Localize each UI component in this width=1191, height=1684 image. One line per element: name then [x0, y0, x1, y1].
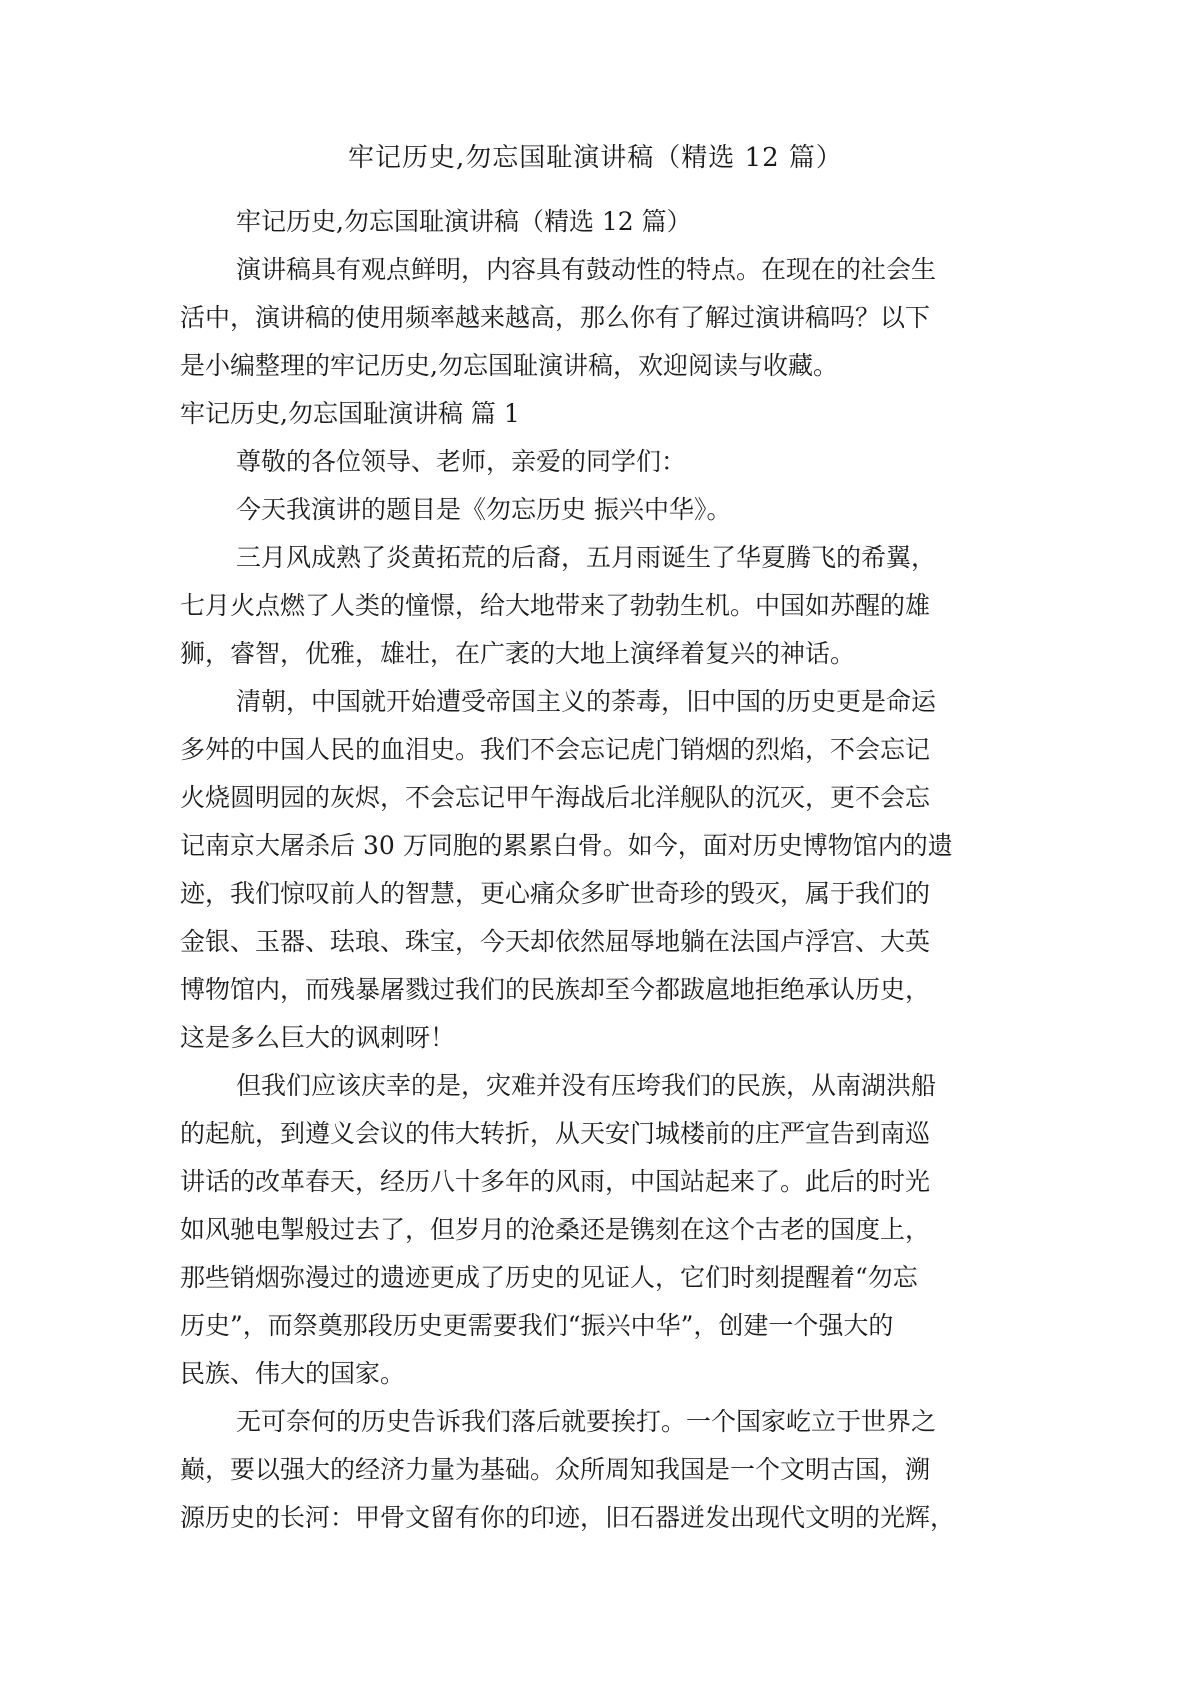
text-line: 无可奈何的历史告诉我们落后就要挨打。一个国家屹立于世界之	[236, 1407, 937, 1436]
text-line: 清朝，中国就开始遭受帝国主义的荼毒，旧中国的历史更是命运	[236, 687, 937, 716]
text-line: 三月风成熟了炎黄拓荒的后裔，五月雨诞生了华夏腾飞的希翼，	[236, 543, 937, 572]
text-line: 记南京大屠杀后 30 万同胞的累累白骨。如今，面对历史博物馆内的遗	[180, 831, 953, 860]
text-line: 牢记历史,勿忘国耻演讲稿 篇 1	[180, 399, 520, 428]
text-line: 的起航，到遵义会议的伟大转折，从天安门城楼前的庄严宣告到南巡	[180, 1119, 931, 1148]
text-line: 迹，我们惊叹前人的智慧，更心痛众多旷世奇珍的毁灭，属于我们的	[180, 879, 931, 908]
text-line: 狮，睿智，优雅，雄壮，在广袤的大地上演绎着复兴的神话。	[180, 639, 856, 668]
text-line: 是小编整理的牢记历史,勿忘国耻演讲稿，欢迎阅读与收藏。	[180, 351, 838, 380]
text-line: 巅，要以强大的经济力量为基础。众所周知我国是一个文明古国，溯	[180, 1455, 931, 1484]
text-line: 如风驰电掣般过去了，但岁月的沧桑还是镌刻在这个古老的国度上，	[180, 1215, 931, 1244]
text-line: 但我们应该庆幸的是，灾难并没有压垮我们的民族，从南湖洪船	[236, 1071, 937, 1100]
document-title: 牢记历史,勿忘国耻演讲稿（精选 12 篇）	[348, 143, 843, 173]
text-line: 七月火点燃了人类的憧憬，给大地带来了勃勃生机。中国如苏醒的雄	[180, 591, 931, 620]
text-line: 博物馆内，而残暴屠戮过我们的民族却至今都跋扈地拒绝承认历史，	[180, 975, 931, 1004]
document-body	[180, 198, 1010, 1542]
text-line: 演讲稿具有观点鲜明，内容具有鼓动性的特点。在现在的社会生	[236, 255, 937, 284]
text-line: 今天我演讲的题目是《勿忘历史 振兴中华》。	[236, 495, 732, 524]
text-line: 讲话的改革春天，经历八十多年的风雨，中国站起来了。此后的时光	[180, 1167, 931, 1196]
text-line: 活中，演讲稿的使用频率越来越高，那么你有了解过演讲稿吗？以下	[180, 303, 931, 332]
text-line: 这是多么巨大的讽刺呀！	[180, 1023, 456, 1052]
text-line: 牢记历史,勿忘国耻演讲稿（精选 12 篇）	[236, 207, 692, 236]
text-line: 民族、伟大的国家。	[180, 1359, 406, 1388]
text-line: 那些销烟弥漫过的遗迹更成了历史的见证人，它们时刻提醒着“勿忘	[180, 1263, 918, 1292]
text-line: 尊敬的各位领导、老师，亲爱的同学们：	[236, 447, 687, 476]
text-line: 历史”，而祭奠那段历史更需要我们“振兴中华”，创建一个强大的	[180, 1311, 894, 1340]
text-line: 多舛的中国人民的血泪史。我们不会忘记虎门销烟的烈焰，不会忘记	[180, 735, 931, 764]
text-line: 金银、玉器、珐琅、珠宝，今天却依然屈辱地躺在法国卢浮宫、大英	[180, 927, 931, 956]
text-line: 源历史的长河：甲骨文留有你的印迹，旧石器迸发出现代文明的光辉，	[180, 1503, 956, 1532]
text-line: 火烧圆明园的灰烬，不会忘记甲午海战后北洋舰队的沉灭，更不会忘	[180, 783, 931, 812]
